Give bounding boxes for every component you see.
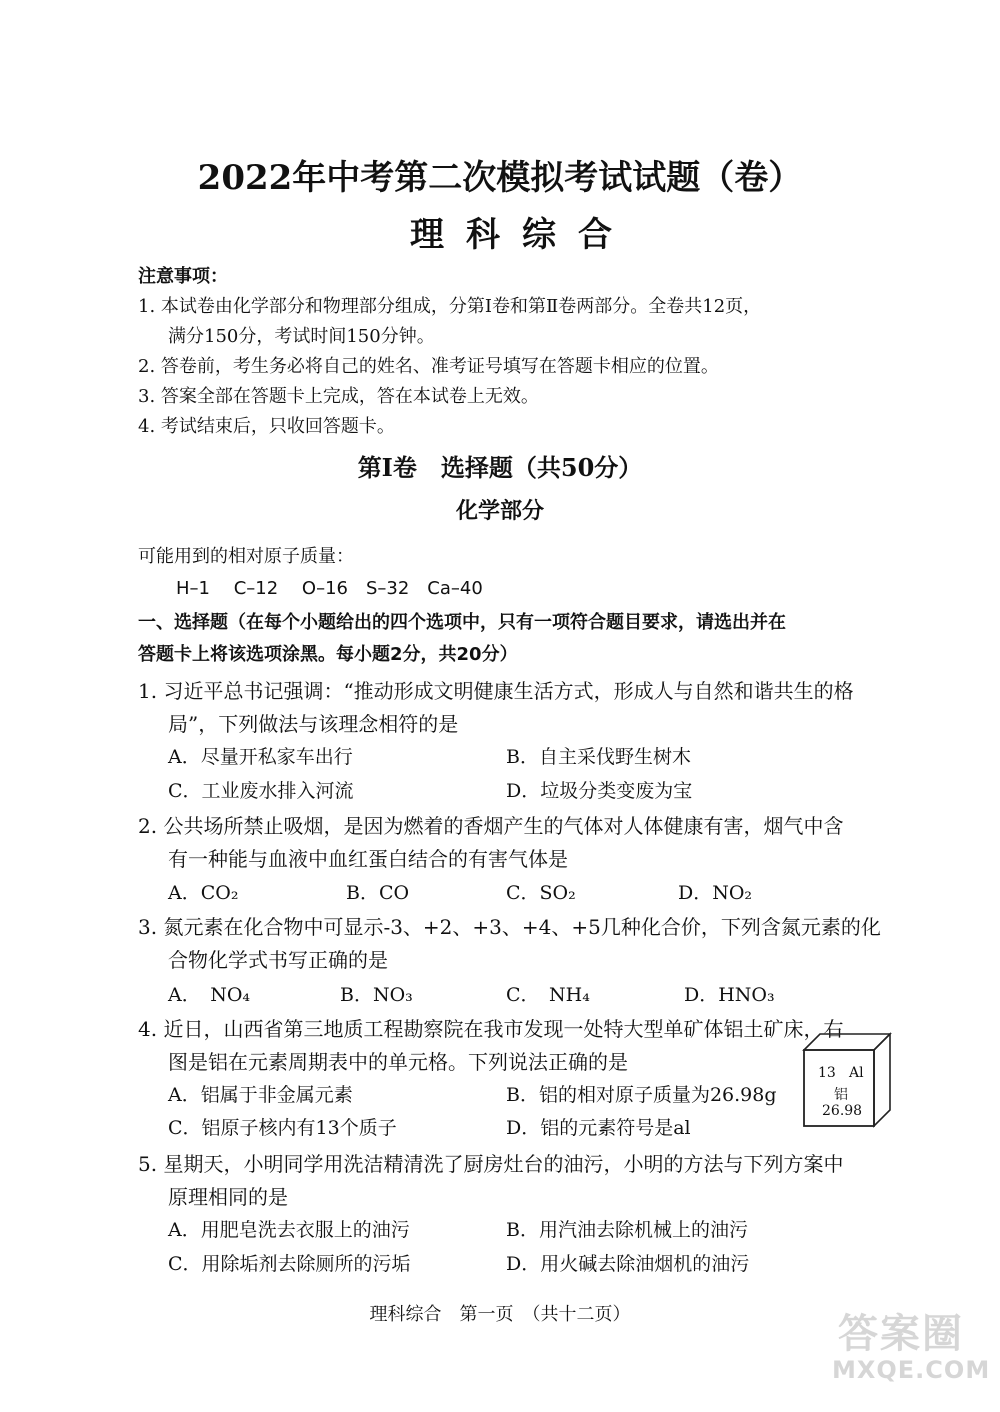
question-4-line: 图是铝在元素周期表中的单元格。下列说法正确的是: [168, 1050, 628, 1074]
note-item: 3. 答案全部在答题卡上完成，答在本试卷上无效。: [138, 386, 539, 407]
atomic-mass-label: 可能用到的相对原子质量：: [138, 546, 354, 567]
note-item: 满分150分，考试时间150分钟。: [168, 326, 435, 347]
option: B．CO: [346, 882, 410, 904]
watermark-bottom: MXQE.COM: [832, 1356, 991, 1384]
note-item: 1. 本试卷由化学部分和物理部分组成，分第Ⅰ卷和第Ⅱ卷两部分。全卷共12页，: [138, 296, 762, 317]
question-2-line: 2. 公共场所禁止吸烟，是因为燃着的香烟产生的气体对人体健康有害，烟气中含: [138, 814, 844, 838]
option: A．用肥皂洗去衣服上的油污: [168, 1219, 410, 1241]
page-footer: 理科综合 第一页 （共十二页）: [369, 1304, 631, 1325]
exam-title: 2022年中考第二次模拟考试试题（卷）: [197, 158, 803, 198]
option: A． NO₄: [168, 984, 251, 1006]
element-atomic-number: 13: [818, 1065, 836, 1081]
question-4-line: 4. 近日，山西省第三地质工程勘察院在我市发现一处特大型单矿体铝土矿床，右: [138, 1017, 844, 1041]
option: D．NO₂: [678, 882, 753, 904]
element-mass: 26.98: [822, 1103, 863, 1119]
option: A．尽量开私家车出行: [168, 746, 353, 768]
question-2-line: 有一种能与血液中血红蛋白结合的有害气体是: [168, 847, 568, 871]
watermark-logo: [824, 1302, 991, 1388]
exam-subtitle: 理科综合: [410, 215, 634, 255]
option: B．NO₃: [340, 984, 413, 1006]
section-title: 第Ⅰ卷 选择题（共50分）: [357, 453, 643, 482]
option: C．铝原子核内有13个质子: [168, 1117, 397, 1139]
note-item: 2. 答卷前，考生务必将自己的姓名、准考证号填写在答题卡相应的位置。: [138, 356, 719, 377]
option: D．用火碱去除油烟机的油污: [506, 1253, 750, 1275]
atomic-mass-values: H–1 C–12 O–16 S–32 Ca–40: [176, 578, 483, 599]
option: C．工业废水排入河流: [168, 780, 354, 802]
option: C．用除垢剂去除厕所的污垢: [168, 1253, 411, 1275]
question-3-line: 合物化学式书写正确的是: [168, 948, 388, 972]
option: C．SO₂: [506, 882, 576, 904]
option: B．用汽油去除机械上的油污: [506, 1219, 748, 1241]
option: A．CO₂: [168, 882, 239, 904]
chem-section-title: 化学部分: [455, 499, 544, 524]
notes-heading: 注意事项：: [138, 266, 228, 287]
question-5-line: 原理相同的是: [168, 1185, 288, 1209]
option: D．垃圾分类变废为宝: [506, 780, 693, 802]
part1-instructions: 一、选择题（在每个小题给出的四个选项中，只有一项符合题目要求，请选出并在: [138, 612, 786, 633]
question-3-line: 3. 氮元素在化合物中可显示-3、+2、+3、+4、+5几种化合价，下列含氮元素的化: [138, 915, 881, 939]
element-name: 铝: [834, 1087, 848, 1103]
option: A．铝属于非金属元素: [168, 1084, 353, 1106]
part1-instructions: 答题卡上将该选项涂黑。每小题2分，共20分）: [138, 644, 518, 665]
option: B．自主采伐野生树木: [506, 746, 691, 768]
watermark-top: 答案圈: [838, 1311, 964, 1357]
option: D．HNO₃: [684, 984, 775, 1006]
question-5-line: 5. 星期天，小明同学用洗洁精清洗了厨房灶台的油污，小明的方法与下列方案中: [138, 1152, 844, 1176]
note-item: 4. 考试结束后，只收回答题卡。: [138, 416, 395, 437]
option: B．铝的相对原子质量为26.98g: [506, 1084, 777, 1106]
question-1-line: 局”，下列做法与该理念相符的是: [168, 712, 459, 736]
option: C． NH₄: [506, 984, 590, 1006]
element-symbol: Al: [849, 1065, 864, 1081]
question-1-line: 1. 习近平总书记强调：“推动形成文明健康生活方式，形成人与自然和谐共生的格: [138, 679, 854, 703]
option: D．铝的元素符号是al: [506, 1117, 691, 1139]
